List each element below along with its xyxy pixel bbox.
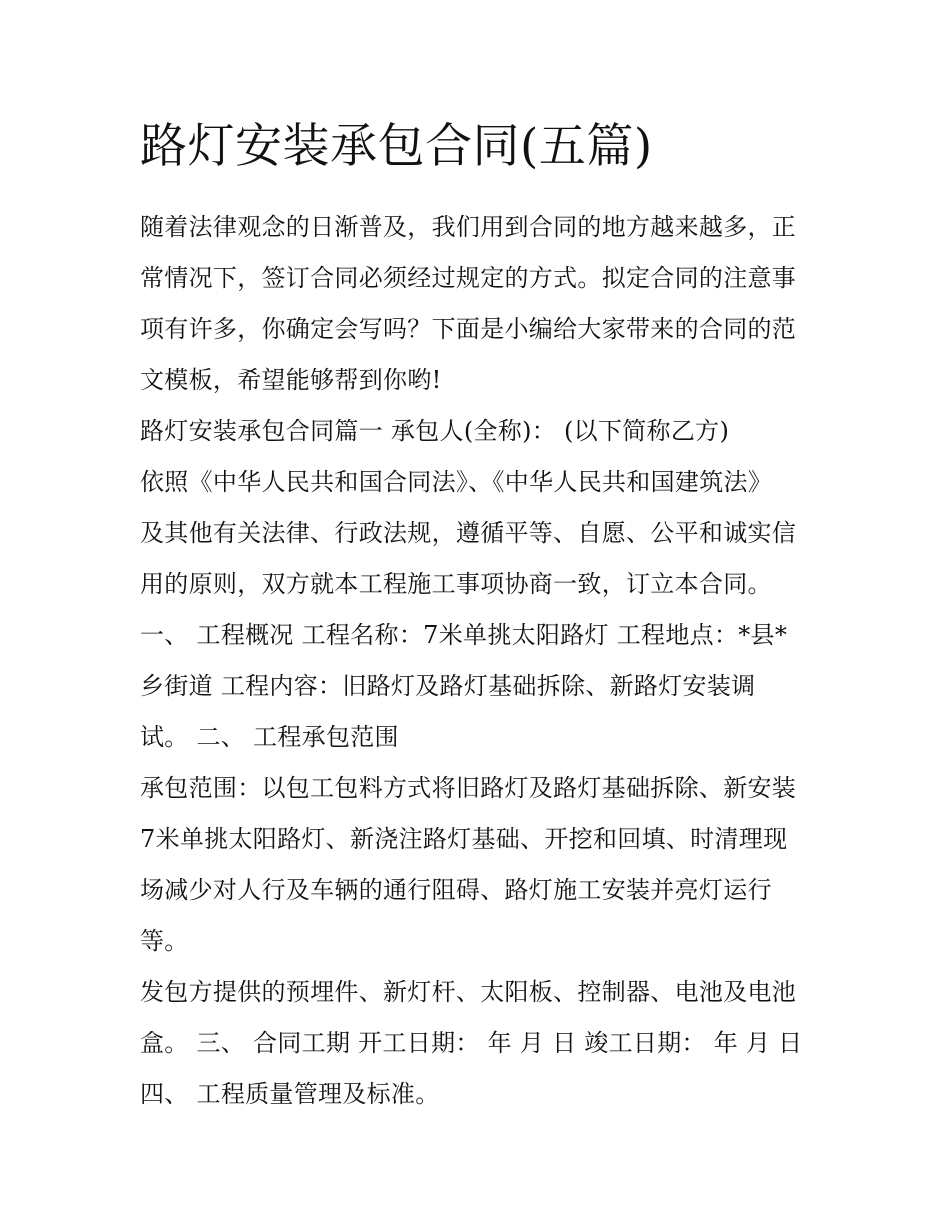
intro-paragraph	[140, 202, 820, 406]
scope-paragraph	[140, 763, 820, 967]
text-line: 随着法律观念的日渐普及，我们用到合同的地方越来越多，正	[140, 213, 797, 241]
materials-paragraph	[140, 967, 820, 1120]
text-line: 承包范围：以包工包料方式将旧路灯及路灯基础拆除、新安装	[140, 774, 797, 802]
document-title: 路灯安装承包合同(五篇)	[140, 119, 653, 174]
text-line: 7米单挑太阳路灯、新浇注路灯基础、开挖和回填、时清理现	[140, 825, 788, 853]
text-line: 四、 工程质量管理及标准。	[140, 1080, 440, 1108]
text-line: 路灯安装承包合同篇一 承包人(全称)： (以下简称乙方)	[140, 417, 730, 445]
text-line: 用的原则，双方就本工程施工事项协商一致，订立本合同。	[140, 570, 772, 598]
text-line: 乡街道 工程内容：旧路灯及路灯基础拆除、新路灯安装调	[140, 672, 756, 700]
text-line: 场减少对人行及车辆的通行阻碍、路灯施工安装并亮灯运行	[140, 876, 772, 904]
text-line: 盒。 三、 合同工期 开工日期： 年 月 日 竣工日期： 年 月 日	[140, 1029, 803, 1057]
text-line: 一、 工程概况 工程名称：7米单挑太阳路灯 工程地点：*县*	[140, 621, 788, 649]
text-line: 依照《中华人民共和国合同法》、《中华人民共和国建筑法》	[140, 468, 773, 496]
contract-heading-paragraph	[140, 406, 820, 457]
document-page	[140, 112, 820, 1120]
text-line: 项有许多，你确定会写吗？下面是小编给大家带来的合同的范	[140, 315, 797, 343]
text-line: 常情况下，签订合同必须经过规定的方式。拟定合同的注意事	[140, 264, 797, 292]
text-line: 发包方提供的预埋件、新灯杆、太阳板、控制器、电池及电池	[140, 978, 797, 1006]
text-line: 试。 二、 工程承包范围	[140, 723, 399, 751]
text-line: 及其他有关法律、行政法规，遵循平等、自愿、公平和诚实信	[140, 519, 797, 547]
text-line: 等。	[140, 927, 189, 955]
legal-basis-paragraph	[140, 457, 820, 763]
text-line: 文模板，希望能够帮到你哟!	[140, 366, 442, 394]
